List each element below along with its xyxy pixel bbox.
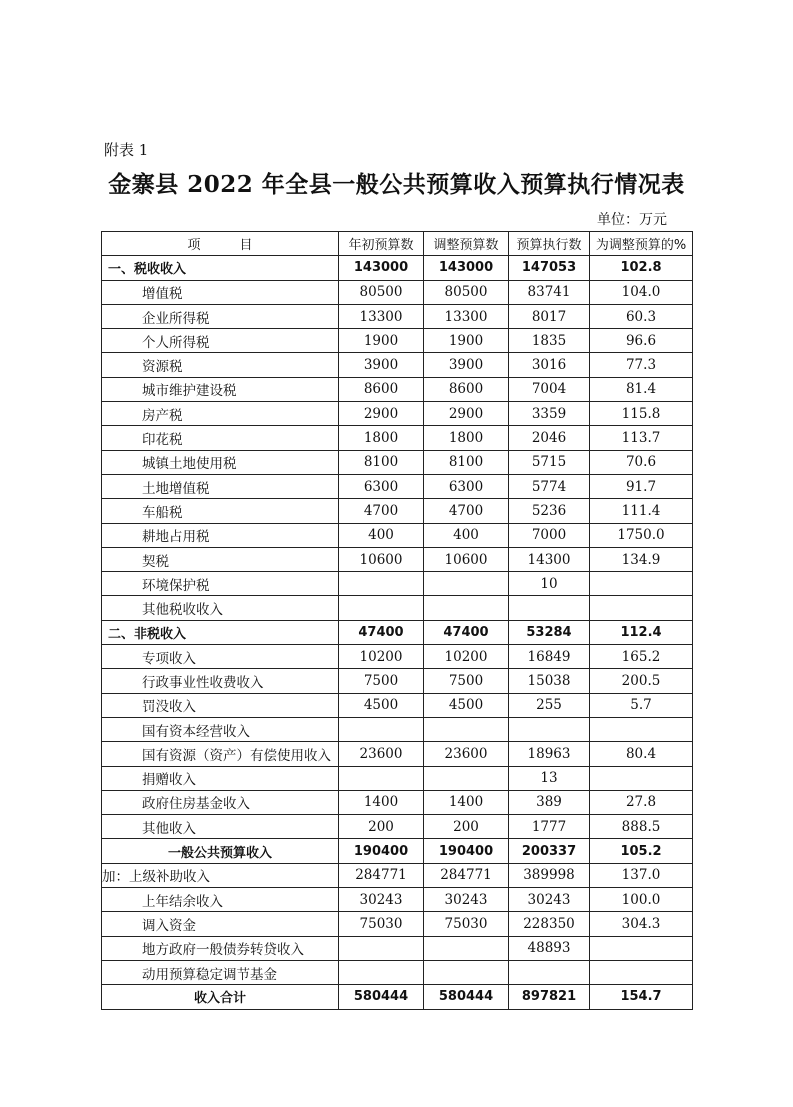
row-item-name: 动用预算稳定调节基金	[102, 960, 339, 984]
table-row	[102, 620, 693, 644]
cell-initial-budget: 3900	[339, 353, 424, 377]
cell-executed: 16849	[509, 645, 590, 669]
row-item-name: 加：上级补助收入	[102, 863, 339, 887]
cell-executed: 1835	[509, 329, 590, 353]
cell-initial-budget	[339, 596, 424, 620]
table-row	[102, 450, 693, 474]
cell-initial-budget: 1800	[339, 426, 424, 450]
cell-percent: 96.6	[590, 329, 693, 353]
table-row	[102, 523, 693, 547]
cell-adjusted-budget: 580444	[424, 985, 509, 1009]
cell-percent	[590, 936, 693, 960]
cell-executed: 389998	[509, 863, 590, 887]
cell-percent	[590, 717, 693, 741]
cell-initial-budget: 4700	[339, 499, 424, 523]
cell-adjusted-budget: 8600	[424, 377, 509, 401]
cell-initial-budget: 10200	[339, 645, 424, 669]
cell-adjusted-budget: 200	[424, 815, 509, 839]
row-item-name: 其他税收收入	[102, 596, 339, 620]
cell-initial-budget: 6300	[339, 474, 424, 498]
cell-adjusted-budget: 284771	[424, 863, 509, 887]
cell-adjusted-budget: 1900	[424, 329, 509, 353]
cell-initial-budget: 75030	[339, 912, 424, 936]
cell-adjusted-budget: 47400	[424, 620, 509, 644]
cell-percent: 165.2	[590, 645, 693, 669]
cell-executed: 18963	[509, 742, 590, 766]
cell-initial-budget: 10600	[339, 547, 424, 571]
cell-initial-budget: 284771	[339, 863, 424, 887]
cell-executed: 15038	[509, 669, 590, 693]
row-item-name: 增值税	[102, 280, 339, 304]
cell-executed: 7000	[509, 523, 590, 547]
row-item-name: 捐赠收入	[102, 766, 339, 790]
cell-executed: 200337	[509, 839, 590, 863]
cell-adjusted-budget: 6300	[424, 474, 509, 498]
row-item-name: 国有资本经营收入	[102, 717, 339, 741]
table-row	[102, 839, 693, 863]
table-row	[102, 645, 693, 669]
cell-initial-budget: 200	[339, 815, 424, 839]
cell-adjusted-budget	[424, 960, 509, 984]
row-item-name: 城市维护建设税	[102, 377, 339, 401]
cell-percent: 27.8	[590, 790, 693, 814]
cell-adjusted-budget: 400	[424, 523, 509, 547]
row-item-name: 资源税	[102, 353, 339, 377]
header-percent: 为调整预算的%	[590, 232, 693, 256]
row-item-name: 个人所得税	[102, 329, 339, 353]
cell-executed: 48893	[509, 936, 590, 960]
cell-percent: 104.0	[590, 280, 693, 304]
cell-adjusted-budget: 30243	[424, 888, 509, 912]
cell-adjusted-budget	[424, 717, 509, 741]
cell-initial-budget: 143000	[339, 256, 424, 280]
row-item-name: 罚没收入	[102, 693, 339, 717]
cell-executed	[509, 960, 590, 984]
budget-table	[101, 231, 693, 1010]
cell-percent	[590, 572, 693, 596]
cell-percent: 105.2	[590, 839, 693, 863]
cell-executed: 8017	[509, 304, 590, 328]
cell-percent: 70.6	[590, 450, 693, 474]
cell-adjusted-budget: 10200	[424, 645, 509, 669]
row-item-name: 行政事业性收费收入	[102, 669, 339, 693]
cell-initial-budget: 30243	[339, 888, 424, 912]
cell-adjusted-budget	[424, 766, 509, 790]
cell-executed: 10	[509, 572, 590, 596]
cell-percent: 304.3	[590, 912, 693, 936]
cell-executed: 14300	[509, 547, 590, 571]
table-row	[102, 985, 693, 1009]
row-item-name: 专项收入	[102, 645, 339, 669]
header-adjusted-budget: 调整预算数	[424, 232, 509, 256]
cell-percent	[590, 596, 693, 620]
table-row	[102, 693, 693, 717]
cell-initial-budget: 400	[339, 523, 424, 547]
cell-executed: 897821	[509, 985, 590, 1009]
cell-initial-budget	[339, 717, 424, 741]
table-row	[102, 863, 693, 887]
row-item-name: 车船税	[102, 499, 339, 523]
table-row	[102, 329, 693, 353]
table-row	[102, 256, 693, 280]
cell-initial-budget	[339, 936, 424, 960]
cell-initial-budget: 1400	[339, 790, 424, 814]
table-row	[102, 912, 693, 936]
table-row	[102, 377, 693, 401]
cell-percent: 1750.0	[590, 523, 693, 547]
cell-percent: 81.4	[590, 377, 693, 401]
cell-percent	[590, 960, 693, 984]
cell-initial-budget: 7500	[339, 669, 424, 693]
cell-executed: 83741	[509, 280, 590, 304]
row-item-name: 契税	[102, 547, 339, 571]
cell-adjusted-budget: 13300	[424, 304, 509, 328]
row-item-name: 环境保护税	[102, 572, 339, 596]
cell-percent	[590, 766, 693, 790]
header-initial-budget: 年初预算数	[339, 232, 424, 256]
cell-adjusted-budget: 10600	[424, 547, 509, 571]
cell-initial-budget: 80500	[339, 280, 424, 304]
cell-percent: 5.7	[590, 693, 693, 717]
row-item-name: 二、非税收入	[102, 620, 339, 644]
page-title: 金寨县 2022 年全县一般公共预算收入预算执行情况表	[108, 171, 685, 198]
header-item: 项 目	[102, 232, 339, 256]
cell-executed: 13	[509, 766, 590, 790]
cell-executed: 228350	[509, 912, 590, 936]
cell-percent: 200.5	[590, 669, 693, 693]
table-row	[102, 402, 693, 426]
cell-initial-budget	[339, 572, 424, 596]
table-row	[102, 547, 693, 571]
cell-percent: 888.5	[590, 815, 693, 839]
cell-percent: 80.4	[590, 742, 693, 766]
table-row	[102, 717, 693, 741]
cell-executed	[509, 717, 590, 741]
table-row	[102, 280, 693, 304]
table-row	[102, 960, 693, 984]
cell-adjusted-budget: 2900	[424, 402, 509, 426]
cell-adjusted-budget: 75030	[424, 912, 509, 936]
cell-percent: 102.8	[590, 256, 693, 280]
cell-adjusted-budget: 8100	[424, 450, 509, 474]
table-row	[102, 474, 693, 498]
cell-percent: 154.7	[590, 985, 693, 1009]
cell-percent: 111.4	[590, 499, 693, 523]
row-item-name: 一般公共预算收入	[102, 839, 339, 863]
table-row	[102, 572, 693, 596]
row-item-name: 地方政府一般债券转贷收入	[102, 936, 339, 960]
row-item-name: 印花税	[102, 426, 339, 450]
appendix-label: 附表 1	[104, 141, 149, 159]
unit-label: 单位：万元	[597, 212, 667, 228]
cell-executed: 1777	[509, 815, 590, 839]
cell-adjusted-budget: 3900	[424, 353, 509, 377]
row-item-name: 政府住房基金收入	[102, 790, 339, 814]
row-item-name: 调入资金	[102, 912, 339, 936]
table-row	[102, 766, 693, 790]
cell-executed: 5715	[509, 450, 590, 474]
cell-percent: 137.0	[590, 863, 693, 887]
row-item-name: 城镇土地使用税	[102, 450, 339, 474]
row-item-name: 耕地占用税	[102, 523, 339, 547]
cell-adjusted-budget	[424, 936, 509, 960]
cell-initial-budget: 8100	[339, 450, 424, 474]
cell-initial-budget: 47400	[339, 620, 424, 644]
cell-initial-budget: 13300	[339, 304, 424, 328]
table-row	[102, 742, 693, 766]
header-executed: 预算执行数	[509, 232, 590, 256]
cell-adjusted-budget	[424, 596, 509, 620]
cell-percent: 100.0	[590, 888, 693, 912]
cell-executed: 2046	[509, 426, 590, 450]
cell-adjusted-budget: 80500	[424, 280, 509, 304]
cell-executed: 5236	[509, 499, 590, 523]
cell-adjusted-budget: 190400	[424, 839, 509, 863]
cell-initial-budget: 4500	[339, 693, 424, 717]
cell-executed: 3016	[509, 353, 590, 377]
cell-executed: 30243	[509, 888, 590, 912]
cell-initial-budget: 8600	[339, 377, 424, 401]
cell-initial-budget	[339, 960, 424, 984]
cell-executed: 389	[509, 790, 590, 814]
cell-initial-budget: 1900	[339, 329, 424, 353]
row-item-name: 土地增值税	[102, 474, 339, 498]
cell-adjusted-budget: 143000	[424, 256, 509, 280]
table-row	[102, 499, 693, 523]
table-row	[102, 790, 693, 814]
cell-initial-budget: 190400	[339, 839, 424, 863]
row-item-name: 企业所得税	[102, 304, 339, 328]
cell-executed: 7004	[509, 377, 590, 401]
cell-adjusted-budget: 1400	[424, 790, 509, 814]
table-row	[102, 936, 693, 960]
row-item-name: 房产税	[102, 402, 339, 426]
table-row	[102, 815, 693, 839]
table-row	[102, 426, 693, 450]
cell-initial-budget: 2900	[339, 402, 424, 426]
cell-percent: 134.9	[590, 547, 693, 571]
cell-adjusted-budget: 4700	[424, 499, 509, 523]
cell-executed: 147053	[509, 256, 590, 280]
cell-executed: 5774	[509, 474, 590, 498]
cell-executed: 255	[509, 693, 590, 717]
cell-percent: 115.8	[590, 402, 693, 426]
cell-percent: 113.7	[590, 426, 693, 450]
cell-executed: 3359	[509, 402, 590, 426]
cell-initial-budget: 23600	[339, 742, 424, 766]
row-item-name: 国有资源（资产）有偿使用收入	[102, 742, 339, 766]
cell-adjusted-budget: 7500	[424, 669, 509, 693]
row-item-name: 其他收入	[102, 815, 339, 839]
cell-initial-budget	[339, 766, 424, 790]
row-item-name: 上年结余收入	[102, 888, 339, 912]
table-row	[102, 669, 693, 693]
table-row	[102, 596, 693, 620]
table-row	[102, 888, 693, 912]
table-header-row	[102, 232, 693, 256]
cell-initial-budget: 580444	[339, 985, 424, 1009]
cell-executed: 53284	[509, 620, 590, 644]
cell-percent: 91.7	[590, 474, 693, 498]
table-row	[102, 304, 693, 328]
cell-adjusted-budget	[424, 572, 509, 596]
row-item-name: 收入合计	[102, 985, 339, 1009]
row-item-name: 一、税收收入	[102, 256, 339, 280]
cell-percent: 77.3	[590, 353, 693, 377]
cell-percent: 60.3	[590, 304, 693, 328]
cell-adjusted-budget: 4500	[424, 693, 509, 717]
cell-percent: 112.4	[590, 620, 693, 644]
cell-adjusted-budget: 1800	[424, 426, 509, 450]
cell-adjusted-budget: 23600	[424, 742, 509, 766]
table-row	[102, 353, 693, 377]
cell-executed	[509, 596, 590, 620]
